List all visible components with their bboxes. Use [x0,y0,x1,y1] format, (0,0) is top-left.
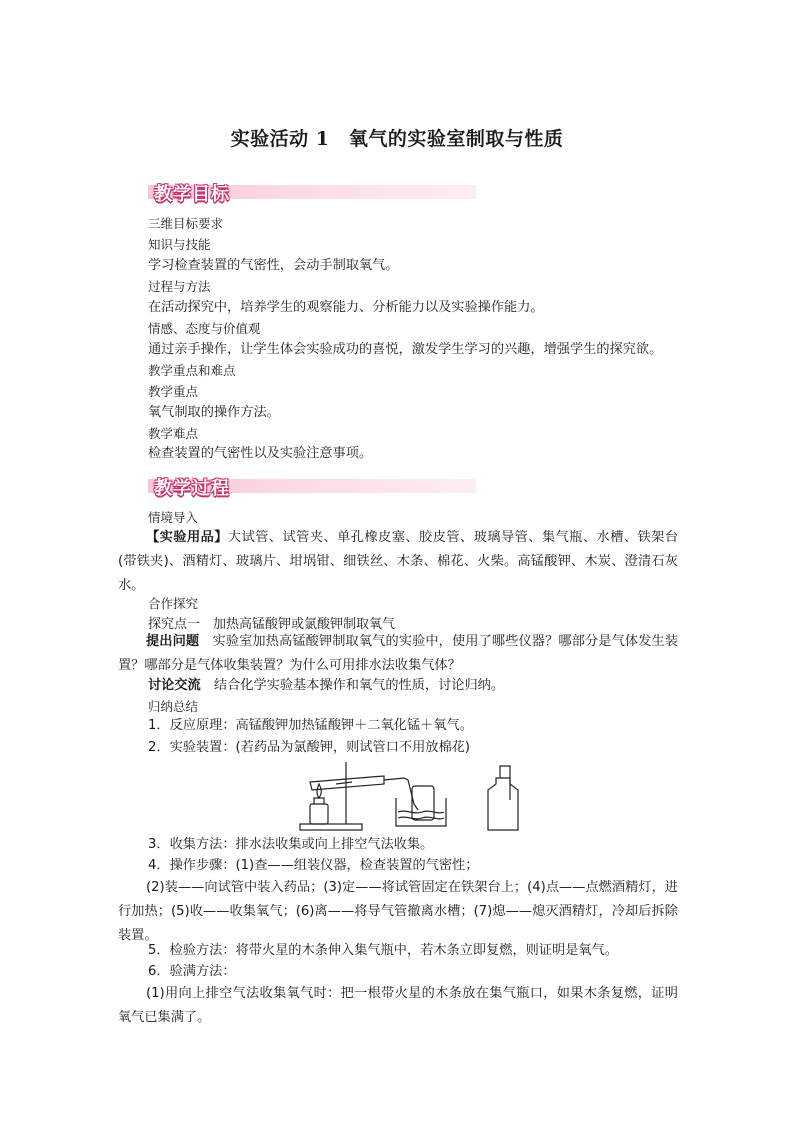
summary-item: 5．检验方法：将带火星的木条伸入集气瓶中，若木条立即复燃，则证明是氧气。 [148,943,618,958]
full-check-text: (1)用向上排空气法收集氧气时：把一根带火星的木条放在集气瓶口，如果木条复燃，证明氧气已集满了。 [118,986,678,1025]
gas-bottle-inverted [412,786,434,820]
summary-item: 3．收集方法：排水法收集或向上排空气法收集。 [148,837,434,852]
section-banner-teaching-process [148,474,476,498]
banner-label: 教学目标 [154,184,230,205]
page-title: 实验活动 1 氧气的实验室制取与性质 [230,128,564,150]
steps-paragraph [118,876,678,948]
summary-item: 4．操作步骤：(1)查——组装仪器，检查装置的气密性； [148,858,479,873]
supplies-text: 大试管、试管夹、单孔橡皮塞、胶皮管、玻璃导管、集气瓶、水槽、铁架台(带铁夹)、酒精灯、玻璃片、坩埚钳、细铁丝、木条、棉花、火柴。高锰酸钾、木炭、澄清石灰水。 [118,530,679,593]
goal-line: 情感、态度与价值观 [148,321,261,336]
stand-base [300,824,362,830]
steps-text: (2)装——向试管中装入药品；(3)定——将试管固定在铁架台上；(4)点——点燃酒精灯，进行加热；(5)收——收集氧气；(6)离——将导气管撤离水槽；(7)熄——熄灭酒精灯，冷却后拆除装置。 [118,880,678,943]
banner-label: 教学过程 [154,478,230,499]
section-banner-teaching-goals [148,180,476,204]
full-check-paragraph [118,982,678,1030]
point-heading: 探究点一 加热高锰酸钾或氯酸钾制取氧气 [148,617,396,632]
summary-item: 6．验满方法： [148,964,236,979]
alcohol-lamp [310,804,328,824]
goal-line: 三维目标要求 [148,216,224,231]
gas-collecting-bottle [488,778,518,830]
bottle-tube [500,766,510,800]
goal-line: 教学重点 [148,384,199,399]
summary-item: 1．反应原理：高锰酸钾加热锰酸钾＋二氧化锰＋氧气。 [148,718,473,733]
process-heading: 归纳总结 [148,699,199,714]
delivery-tube [384,778,418,810]
question-label: 提出问题 [146,634,200,649]
goal-line: 知识与技能 [148,237,211,252]
goal-line: 检查装置的气密性以及实验注意事项。 [148,446,373,461]
supplies-paragraph [118,526,678,598]
summary-item: 2．实验装置：(若药品为氯酸钾，则试管口不用放棉花) [148,740,470,755]
supplies-label: 【实验用品】 [146,530,228,545]
goal-line: 氧气制取的操作方法。 [148,405,280,420]
goal-line: 过程与方法 [148,279,211,294]
discussion-line [148,678,504,694]
discussion-label: 讨论交流 [148,678,201,693]
apparatus-diagram [296,760,526,836]
process-heading: 情境导入 [148,510,199,525]
process-heading: 合作探究 [148,596,199,611]
goal-line: 通过亲手操作，让学生体会实验成功的喜悦，激发学生学习的兴趣，增强学生的探究欲。 [148,342,663,357]
question-text: 实验室加热高锰酸钾制取氧气的实验中，使用了哪些仪器？哪部分是气体发生装置？哪部分是气体收集装置？为什么可用排水法收集气体？ [118,634,679,673]
flame [317,784,321,798]
goal-line: 教学重点和难点 [148,363,236,378]
goal-line: 教学难点 [148,426,199,441]
goal-line: 学习检查装置的气密性，会动手制取氧气。 [148,258,399,273]
goal-line: 在活动探究中，培养学生的观察能力、分析能力以及实验操作能力。 [148,300,544,315]
discussion-text: 结合化学实验基本操作和氧气的性质，讨论归纳。 [200,678,505,693]
question-paragraph [118,630,678,678]
